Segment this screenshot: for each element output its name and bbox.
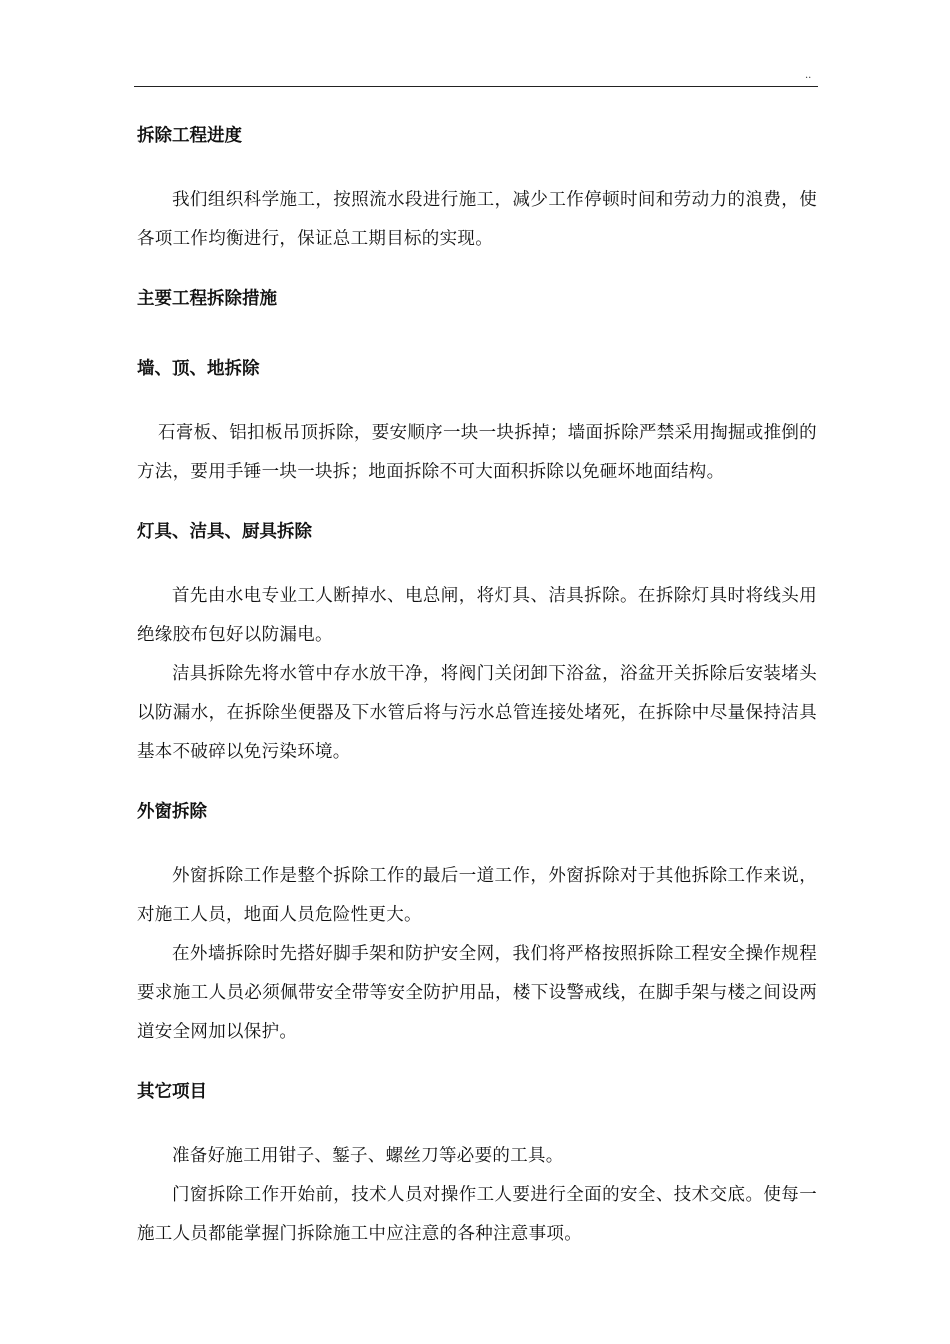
section-heading: 拆除工程进度	[137, 126, 242, 146]
section-paragraph: 外窗拆除工作是整个拆除工作的最后一道工作，外窗拆除对于其他拆除工作来说，对施工人员，地面人员危险性更大。	[137, 866, 817, 925]
section-paragraph: 准备好施工用钳子、錾子、螺丝刀等必要的工具。	[172, 1146, 564, 1166]
section-heading: 主要工程拆除措施	[137, 289, 277, 309]
header-mark: ..	[805, 70, 812, 81]
section-heading: 其它项目	[137, 1082, 207, 1102]
section-heading: 墙、顶、地拆除	[137, 359, 260, 379]
section-paragraph: 石膏板、铝扣板吊顶拆除，要安顺序一块一块拆掉；墙面拆除严禁采用掏掘或推倒的方法，要用手锤一块一块拆；地面拆除不可大面积拆除以免砸坏地面结构。	[137, 423, 817, 482]
section-heading: 外窗拆除	[137, 802, 207, 822]
section-paragraph: 洁具拆除先将水管中存水放干净，将阀门关闭卸下浴盆，浴盆开关拆除后安装堵头以防漏水，在拆除坐便器及下水管后将与污水总管连接处堵死，在拆除中尽量保持洁具基本不破碎以免污染环境。	[137, 664, 817, 762]
section-paragraph: 首先由水电专业工人断掉水、电总闸，将灯具、洁具拆除。在拆除灯具时将线头用绝缘胶布包好以防漏电。	[137, 586, 817, 645]
header-rule	[134, 86, 818, 87]
document-body	[137, 124, 817, 1254]
section-paragraph: 门窗拆除工作开始前，技术人员对操作工人要进行全面的安全、技术交底。使每一施工人员都能掌握门拆除施工中应注意的各种注意事项。	[137, 1185, 817, 1244]
section-paragraph: 我们组织科学施工，按照流水段进行施工，减少工作停顿时间和劳动力的浪费，使各项工作均衡进行，保证总工期目标的实现。	[137, 190, 817, 249]
section-heading: 灯具、洁具、厨具拆除	[137, 522, 312, 542]
section-paragraph: 在外墙拆除时先搭好脚手架和防护安全网，我们将严格按照拆除工程安全操作规程要求施工人员必须佩带安全带等安全防护用品，楼下设警戒线，在脚手架与楼之间设两道安全网加以保护。	[137, 944, 817, 1042]
